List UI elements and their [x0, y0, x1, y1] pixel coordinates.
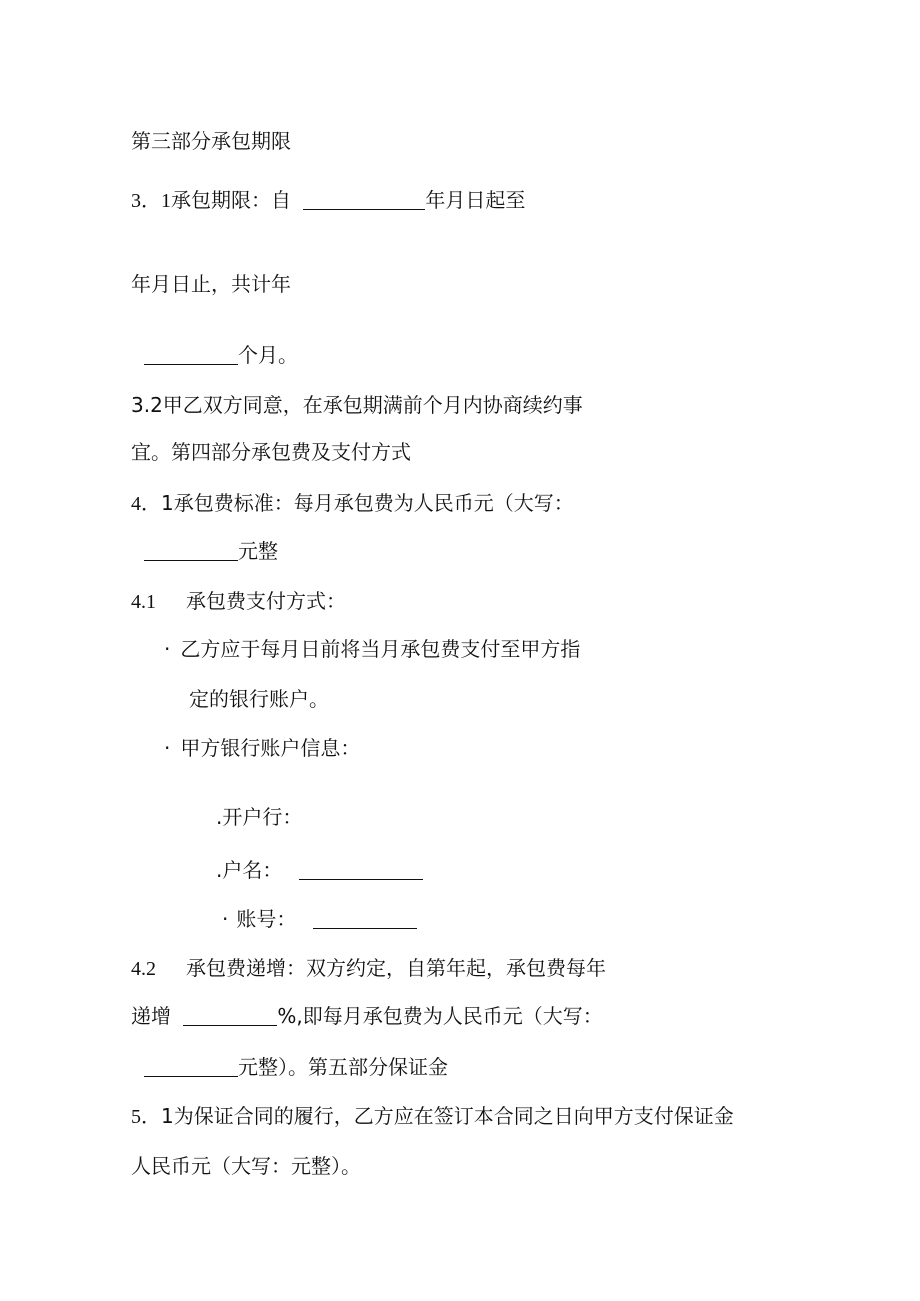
clause-3-1: [131, 187, 525, 214]
months-text: 个月。: [238, 343, 298, 367]
fee-amount-line: [144, 538, 278, 564]
bullet-text: 乙方应于每月日前将当月承包费支付至甲方指: [180, 637, 581, 661]
account-name-label: .户名：: [216, 858, 283, 882]
clause-number: 4.2: [131, 958, 156, 980]
clause-text: 承包费递增：双方约定，自第年起，承包费每年: [186, 956, 606, 980]
clause-4-2: [131, 955, 606, 982]
account-name-row: [216, 857, 423, 883]
clause-number: 4.1: [131, 591, 156, 613]
clause-3-2-line2: 宜。第四部分承包费及支付方式: [131, 440, 411, 464]
clause-3-1-line3: [144, 342, 298, 368]
part3-heading: 第三部分承包期限: [131, 129, 291, 153]
clause-4-1: [131, 490, 574, 517]
clause-text: 1为保证合同的履行，乙方应在签订本合同之日向甲方支付保证金: [161, 1104, 734, 1128]
increase-pre: 递增: [131, 1004, 171, 1028]
clause-text: 1承包费标准：每月承包费为人民币元（大写：: [161, 491, 574, 515]
account-number-row: [222, 906, 417, 932]
bullet-dot: ·: [164, 637, 171, 661]
increase-post: %,即每月承包费为人民币元（大写：: [277, 1004, 603, 1028]
clause-text-tail: 年月日起至: [425, 188, 526, 212]
fee-amount-blank: [144, 540, 238, 561]
clause-5-1: [131, 1103, 734, 1130]
clause-number: 3．1: [131, 190, 171, 212]
clause-4-2-line3: [144, 1054, 448, 1080]
clause-3-2: 3.2甲乙双方同意，在承包期满前个月内协商续约事: [131, 393, 583, 417]
bullet-dot: ·: [222, 907, 229, 931]
clause-number: 5．: [131, 1106, 161, 1128]
account-number-blank: [313, 908, 417, 929]
clause-4-1-pay-method: [131, 588, 346, 615]
bullet-bank-info: [164, 735, 360, 761]
fee-amount-text: 元整: [238, 539, 278, 563]
bullet-text: 甲方银行账户信息：: [180, 736, 361, 760]
bullet-payment-deadline: [164, 636, 580, 662]
clause-number: 4．: [131, 493, 161, 515]
account-number-label: 账号：: [236, 907, 297, 931]
clause-text: 承包费支付方式：: [186, 589, 346, 613]
clause-4-2-line2: [131, 1003, 603, 1029]
increase-amount-blank: [144, 1056, 238, 1077]
increase-percent-blank: [183, 1005, 277, 1026]
clause-text: 承包期限：自: [171, 188, 291, 212]
bank-name-row: .开户行：: [216, 805, 303, 829]
start-date-blank: [303, 189, 425, 210]
bullet-payment-deadline-line2: 定的银行账户。: [189, 687, 329, 711]
months-blank: [144, 344, 238, 365]
account-name-blank: [299, 859, 423, 880]
clause-5-1-line2: 人民币元（大写：元整）。: [131, 1154, 361, 1178]
clause-3-1-line2: 年月日止，共计年: [131, 272, 291, 296]
increase-amount-text: 元整）。第五部分保证金: [238, 1055, 448, 1079]
bullet-dot: ·: [164, 736, 171, 760]
